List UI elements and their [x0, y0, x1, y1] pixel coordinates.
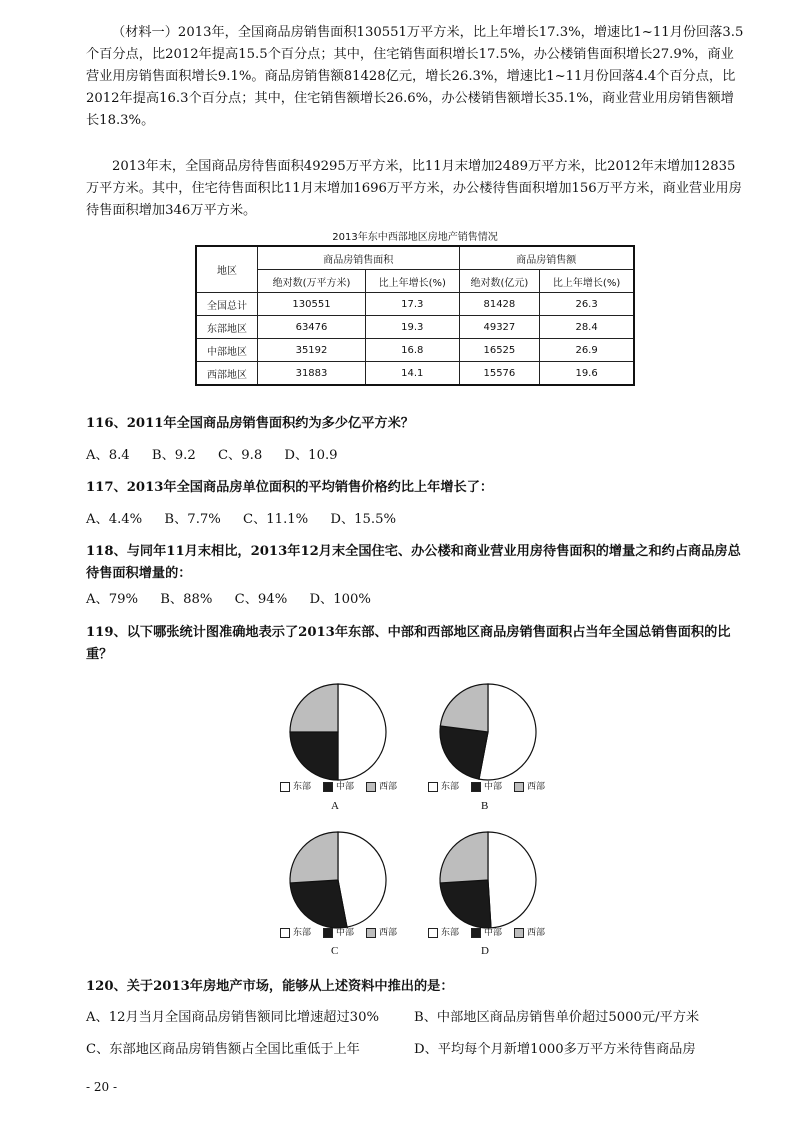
pie-slice-east — [338, 832, 386, 927]
sub-area-abs: 绝对数(万平方米) — [258, 270, 366, 293]
option-120-d[interactable]: D、平均每个月新增1000多万平方米待售商品房 — [414, 1042, 696, 1057]
option-120-c[interactable]: C、东部地区商品房销售额占全国比重低于上年 — [86, 1042, 360, 1057]
header-area: 商品房销售面积 — [258, 246, 460, 270]
legend-b: 东部 中部 西部 — [428, 779, 545, 792]
option-117-c[interactable]: C、11.1% — [243, 512, 309, 527]
option-118-a[interactable]: A、79% — [86, 592, 139, 607]
legend-a: 东部 中部 西部 — [280, 779, 397, 792]
sub-sales-abs: 绝对数(亿元) — [459, 270, 540, 293]
page-number: - 20 - — [86, 1080, 118, 1094]
option-118-c[interactable]: C、94% — [234, 592, 288, 607]
option-120-a[interactable]: A、12月当月全国商品房销售额同比增速超过30% — [86, 1010, 379, 1025]
question-119: 119、以下哪张统计图准确地表示了2013年东部、中部和西部地区商品房销售面积占当年全国总销售面积的比重？ — [86, 625, 731, 662]
pie-slice-mid — [440, 726, 488, 779]
options-118 — [86, 590, 389, 610]
table-caption: 2013年东中西部地区房地产销售情况 — [332, 232, 498, 243]
pie-slice-east — [338, 684, 386, 780]
question-117: 117、2013年全国商品房单位面积的平均销售价格约比上年增长了： — [86, 480, 494, 495]
option-117-a[interactable]: A、4.4% — [86, 512, 143, 527]
legend-swatch-west — [366, 782, 376, 792]
options-117 — [86, 510, 414, 530]
pie-slice-west — [440, 684, 488, 732]
table-row: 东部地区 63476 19.3 49327 28.4 — [196, 316, 634, 339]
option-116-d[interactable]: D、10.9 — [284, 448, 338, 463]
sales-table — [195, 245, 635, 386]
table-row: 西部地区 31883 14.1 15576 19.6 — [196, 362, 634, 386]
sub-area-growth: 比上年增长(%) — [365, 270, 459, 293]
option-118-b[interactable]: B、88% — [160, 592, 213, 607]
legend-swatch-mid — [323, 782, 333, 792]
question-118: 118、与同年11月末相比，2013年12月末全国住宅、办公楼和商业营业用房待售面积的增量之和约占商品房总待售面积增量的： — [86, 544, 741, 581]
sub-sales-growth: 比上年增长(%) — [540, 270, 634, 293]
pie-slice-west — [290, 684, 338, 732]
legend-c: 东部 中部 西部 — [280, 925, 397, 938]
option-118-d[interactable]: D、100% — [309, 592, 371, 607]
pie-label-a: A — [331, 800, 339, 812]
pie-slice-mid — [440, 880, 491, 928]
option-117-d[interactable]: D、15.5% — [330, 512, 397, 527]
pie-chart-c[interactable] — [286, 828, 390, 932]
pie-label-c: C — [331, 945, 339, 957]
pie-slice-mid — [290, 880, 347, 928]
pie-chart-d[interactable] — [436, 828, 540, 932]
option-116-c[interactable]: C、9.8 — [217, 448, 263, 463]
material-paragraph-1: （材料一）2013年，全国商品房销售面积130551万平方米，比上年增长17.3%，增速比1~11月份回落3.5个百分点，比2012年提高15.5个百分点；其中，住宅销售面积增长17.5%，办公楼销售面积增长27.9%，商业营业用房销售面积增长9.1%。商品房销售额81428亿元，增长26.3%，增速比1~11月份回落4.4个百分点，比2012年提高16.3个百分点；其中，住宅销售额增长26.6%，办公楼销售额增长35.1%，商业营业用房销售额增长18.3%。 — [86, 25, 744, 128]
material-paragraph-2: 2013年末，全国商品房待售面积49295万平方米，比11月末增加2489万平方米，比2012年末增加12835万平方米。其中，住宅待售面积比11月末增加1696万平方米，办公楼待售面积增加156万平方米，商业营业用房待售面积增加346万平方米。 — [86, 159, 742, 218]
pie-slice-west — [440, 832, 488, 883]
option-120-b[interactable]: B、中部地区商品房销售单价超过5000元/平方米 — [414, 1010, 700, 1025]
legend-swatch-east — [280, 782, 290, 792]
header-region: 地区 — [196, 246, 258, 293]
legend-d: 东部 中部 西部 — [428, 925, 545, 938]
pie-label-d: D — [481, 945, 489, 957]
header-sales: 商品房销售额 — [459, 246, 634, 270]
option-116-a[interactable]: A、8.4 — [86, 448, 130, 463]
pie-chart-a[interactable] — [286, 680, 390, 784]
option-116-b[interactable]: B、9.2 — [151, 448, 196, 463]
pie-chart-b[interactable] — [436, 680, 540, 784]
options-116 — [86, 446, 356, 466]
pie-slice-mid — [290, 732, 338, 780]
option-117-b[interactable]: B、7.7% — [164, 512, 221, 527]
pie-slice-east — [488, 832, 536, 928]
pie-label-b: B — [481, 800, 489, 812]
question-120: 120、关于2013年房地产市场，能够从上述资料中推出的是： — [86, 979, 454, 994]
pie-slice-west — [290, 832, 338, 883]
question-116: 116、2011年全国商品房销售面积约为多少亿平方米？ — [86, 416, 414, 431]
table-row: 全国总计 130551 17.3 81428 26.3 — [196, 293, 634, 316]
table-row: 中部地区 35192 16.8 16525 26.9 — [196, 339, 634, 362]
